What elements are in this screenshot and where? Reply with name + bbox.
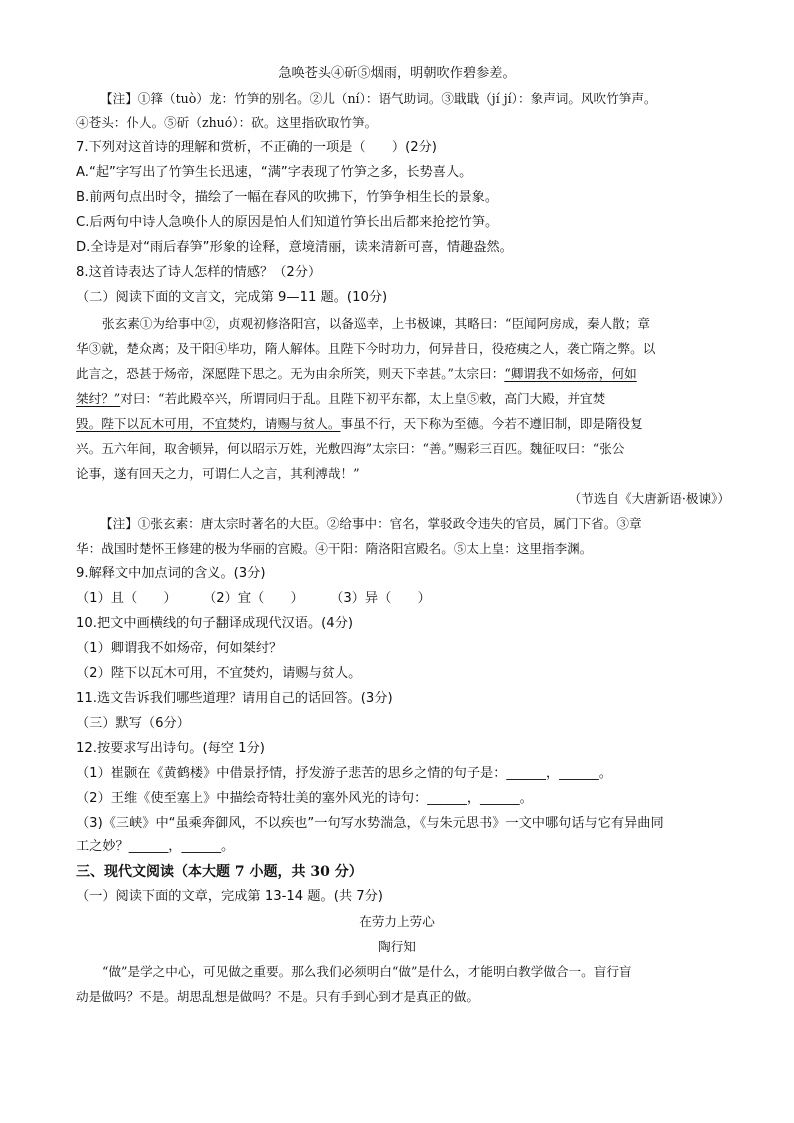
passage-note-line-2: 华：战国时楚怀王修建的极为华丽的宫殿。④干阳：隋洛阳宫殿名。⑤太上皇：这里指李渊。 [76,541,593,556]
underlined-sentence-1-part-b: 桀纣？” [76,391,121,406]
passage-line-3-text: 此言之，恐甚于炀帝，深愿陛下思之。无为由余所笑，则天下幸甚。”太宗曰： [76,366,505,381]
passage-line-7: 论事，遂有回天之力，可谓仁人之言，其利溥哉！” [76,466,360,481]
question-12-item-1: （1）崔颢在《黄鹤楼》中借景抒情，抒发游子悲苦的思乡之情的句子是：______，______。 [76,766,612,781]
underlined-sentence-1-part-a: “卿谓我不如炀帝，何如 [504,366,637,381]
part-3-heading: 三、现代文阅读（本大题 7 小题，共 30 分） [76,864,363,880]
passage-line-4-text: 对曰：“若此殿卒兴，所谓同归于乱。且陛下初平东都，太上皇⑤敕，高门大殿，并宜焚 [120,391,606,406]
poem-note-line-2: ④苍头：仆人。⑤斫（zhuó）：砍。这里指砍取竹笋。 [76,115,378,130]
question-7-option-d: D.全诗是对“雨后春笋”形象的诠释，意境清丽，读来清新可喜，情趣盎然。 [76,240,513,255]
question-7: 7.下列对这首诗的理解和赏析，不正确的一项是（ ）(2分) [76,140,437,155]
section-3-heading: （三）默写（6分） [76,716,190,731]
poem-last-line: 急唤苍头④斫⑤烟雨，明朝吹作碧参差。 [278,66,516,81]
article-paragraph-line-2: 动是做吗？不是。胡思乱想是做吗？不是。只有手到心到才是真正的做。 [76,989,479,1004]
passage-line-5-text: 事虽不行，天下称为至德。今若不遵旧制，即是隋役复 [340,416,643,431]
question-7-option-b: B.前两句点出时令，描绘了一幅在春风的吹拂下，竹笋争相生长的景象。 [76,190,499,205]
section-2-heading: （二）阅读下面的文言文，完成第 9—11 题。(10分) [76,290,388,305]
part-3-subheading: （一）阅读下面的文章，完成第 13-14 题。(共 7分) [76,889,383,904]
passage-note-line-1: 【注】①张玄素：唐太宗时著名的大臣。②给事中：官名，掌驳政令违失的官员，属门下省。③章 [100,516,642,531]
question-8: 8.这首诗表达了诗人怎样的情感？（2分） [76,265,322,280]
question-10-item-1: （1）卿谓我不如炀帝，何如桀纣？ [76,641,283,656]
article-title: 在劳力上劳心 [359,914,435,929]
question-12-item-3-line-1: （3)《三峡》中“虽乘奔御风，不以疾也”一句写水势湍急，《与朱元思书》一文中哪句话与它有异曲同 [76,816,664,831]
question-10-item-2: （2）陛下以瓦木可用，不宜焚灼，请赐与贫人。 [76,666,362,681]
question-7-option-a: A.“起”字写出了竹笋生长迅速，“满”字表现了竹笋之多，长势喜人。 [76,165,473,180]
underlined-sentence-2: 毁。陛下以瓦木可用，不宜焚灼，请赐与贫人。 [76,416,341,431]
question-12-item-3-line-2: 工之妙？______，______。 [76,839,235,854]
question-10: 10.把文中画横线的句子翻译成现代汉语。(4分) [76,616,354,631]
passage-line-6: 兴。五六年间，取舍顿异，何以昭示万姓，光敷四海”太宗曰：“善。”赐彩三百匹。魏征叹曰：“张公 [76,441,625,456]
passage-line-5 [76,414,730,434]
poem-note-line-1: 【注】①箨（tuò）龙：竹笋的别名。②儿（ní）：语气助词。③戢戢（jí jí）：象声词。风吹竹笋声。 [100,91,657,106]
article-author: 陶行知 [378,939,416,954]
question-9-items: （1）且（ ） （2）宜（ ） （3）异（ ） [76,591,431,606]
question-12-item-2: （2）王维《使至塞上》中描绘奇特壮美的塞外风光的诗句：______，______。 [76,791,533,806]
question-7-option-c: C.后两句中诗人急唤仆人的原因是怕人们知道竹笋长出后都来抢挖竹笋。 [76,215,499,230]
question-9: 9.解释文中加点词的含义。(3分) [76,566,266,581]
passage-line-4 [76,389,730,409]
passage-source: （节选自《大唐新语·极谏》） [568,491,730,506]
article-paragraph-line-1: “做”是学之中心，可见做之重要。那么我们必须明白“做”是什么，才能明白教学做合一。盲行盲 [102,964,632,979]
passage-line-3 [76,364,730,384]
passage-line-2: 华③就，楚众离；及干阳④毕功，隋人解体。且陛下今时功力，何异昔日，役疮痍之人，袭亡隋之弊。以 [76,341,656,356]
question-12: 12.按要求写出诗句。(每空 1分) [76,741,265,756]
passage-line-1: 张玄素①为给事中②，贞观初修洛阳宫，以备巡幸，上书极谏，其略曰：“臣闻阿房成，秦人散；章 [102,316,650,331]
question-11: 11.选文告诉我们哪些道理？请用自己的话回答。(3分) [76,691,393,706]
